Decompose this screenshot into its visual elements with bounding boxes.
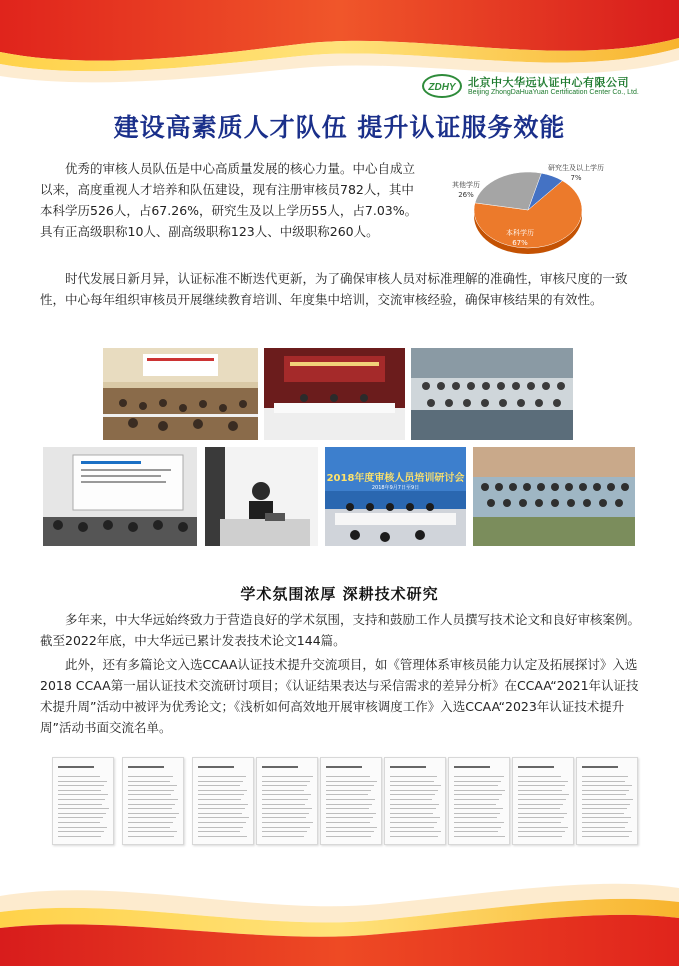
photo-lecture-room — [43, 447, 197, 546]
section2-paragraph-1: 多年来，中大华远始终致力于营造良好的学术氛围，支持和鼓励工作人员撰写技术论文和良好审核案例。截至2022年底，中大华远已累计发表技术论文144篇。 — [40, 612, 641, 648]
page-title: 建设高素质人才队伍 提升认证服务效能 — [113, 113, 566, 142]
pie-label-bachelor: 本科学历 67% — [506, 229, 534, 247]
company-logo — [422, 72, 662, 102]
pie-label-other: 其他学历 26% — [452, 181, 480, 199]
education-pie-chart — [440, 152, 640, 262]
paper-thumbnail — [448, 757, 510, 845]
section2-paragraph-2: 此外，还有多篇论文入选CCAA认证技术提升交流项目，如《管理体系审核员能力认定及拓展探讨》入选2018 CCAA第一届认证技术交流研讨项目；《认证结果表达与采信需求的差异分析》在CCAA“2021年认证技术提升周”活动中被评为优秀论文；《浅析如何高效地开展审核调度工作》入选CCAA“2023年认证技术提升周”活动书面交流名单。 — [40, 657, 639, 735]
paper-thumbnail — [576, 757, 638, 845]
logo-mark: ZDHY — [422, 74, 462, 98]
section1-paragraph-1: 优秀的审核人员队伍是中心高质量发展的核心力量。中心自成立以来，高度重视人才培养和队伍建设，现有注册审核员782人，其中本科学历526人，占67.26%，研究生及以上学历55人，占7.03%。具有正高级职称10人、副高级职称123人、中级职称260人。 — [40, 161, 418, 239]
pie-label-grad: 研究生及以上学历 7% — [548, 164, 604, 182]
paper-thumbnail — [512, 757, 574, 845]
photo-seminar-banner — [325, 447, 466, 546]
seminar-banner-date: 2018年9月7日至9日 — [371, 485, 420, 491]
seminar-banner-title: 2018年度审核人员培训研讨会 — [326, 473, 465, 484]
company-name-en: Beijing ZhongDaHuaYuan Certification Center Co., Ltd. — [468, 89, 639, 96]
paper-thumbnail — [52, 757, 114, 845]
section1-paragraph-2: 时代发展日新月异，认证标准不断迭代更新，为了确保审核人员对标准理解的准确性，审核尺度的一致性，中心每年组织审核员开展继续教育培训、年度集中培训，交流审核经验，确保审核结果的有效性。 — [40, 271, 628, 307]
paper-thumbnail — [192, 757, 254, 845]
section2-title: 学术氛围浓厚 深耕技术研究 — [240, 585, 439, 603]
paper-thumbnail — [122, 757, 184, 845]
bottom-wave-decoration — [0, 866, 679, 966]
photo-group-1 — [411, 348, 573, 440]
paper-thumbnail — [384, 757, 446, 845]
company-name-cn: 北京中大华远认证中心有限公司 — [468, 76, 629, 89]
photo-speaker — [205, 447, 318, 546]
photo-group-2 — [473, 447, 635, 546]
photo-training-stage — [264, 348, 405, 440]
paper-thumbnail — [256, 757, 318, 845]
photo-training-hall-1 — [103, 348, 258, 440]
paper-thumbnail — [320, 757, 382, 845]
pie-chart-svg — [440, 152, 640, 262]
